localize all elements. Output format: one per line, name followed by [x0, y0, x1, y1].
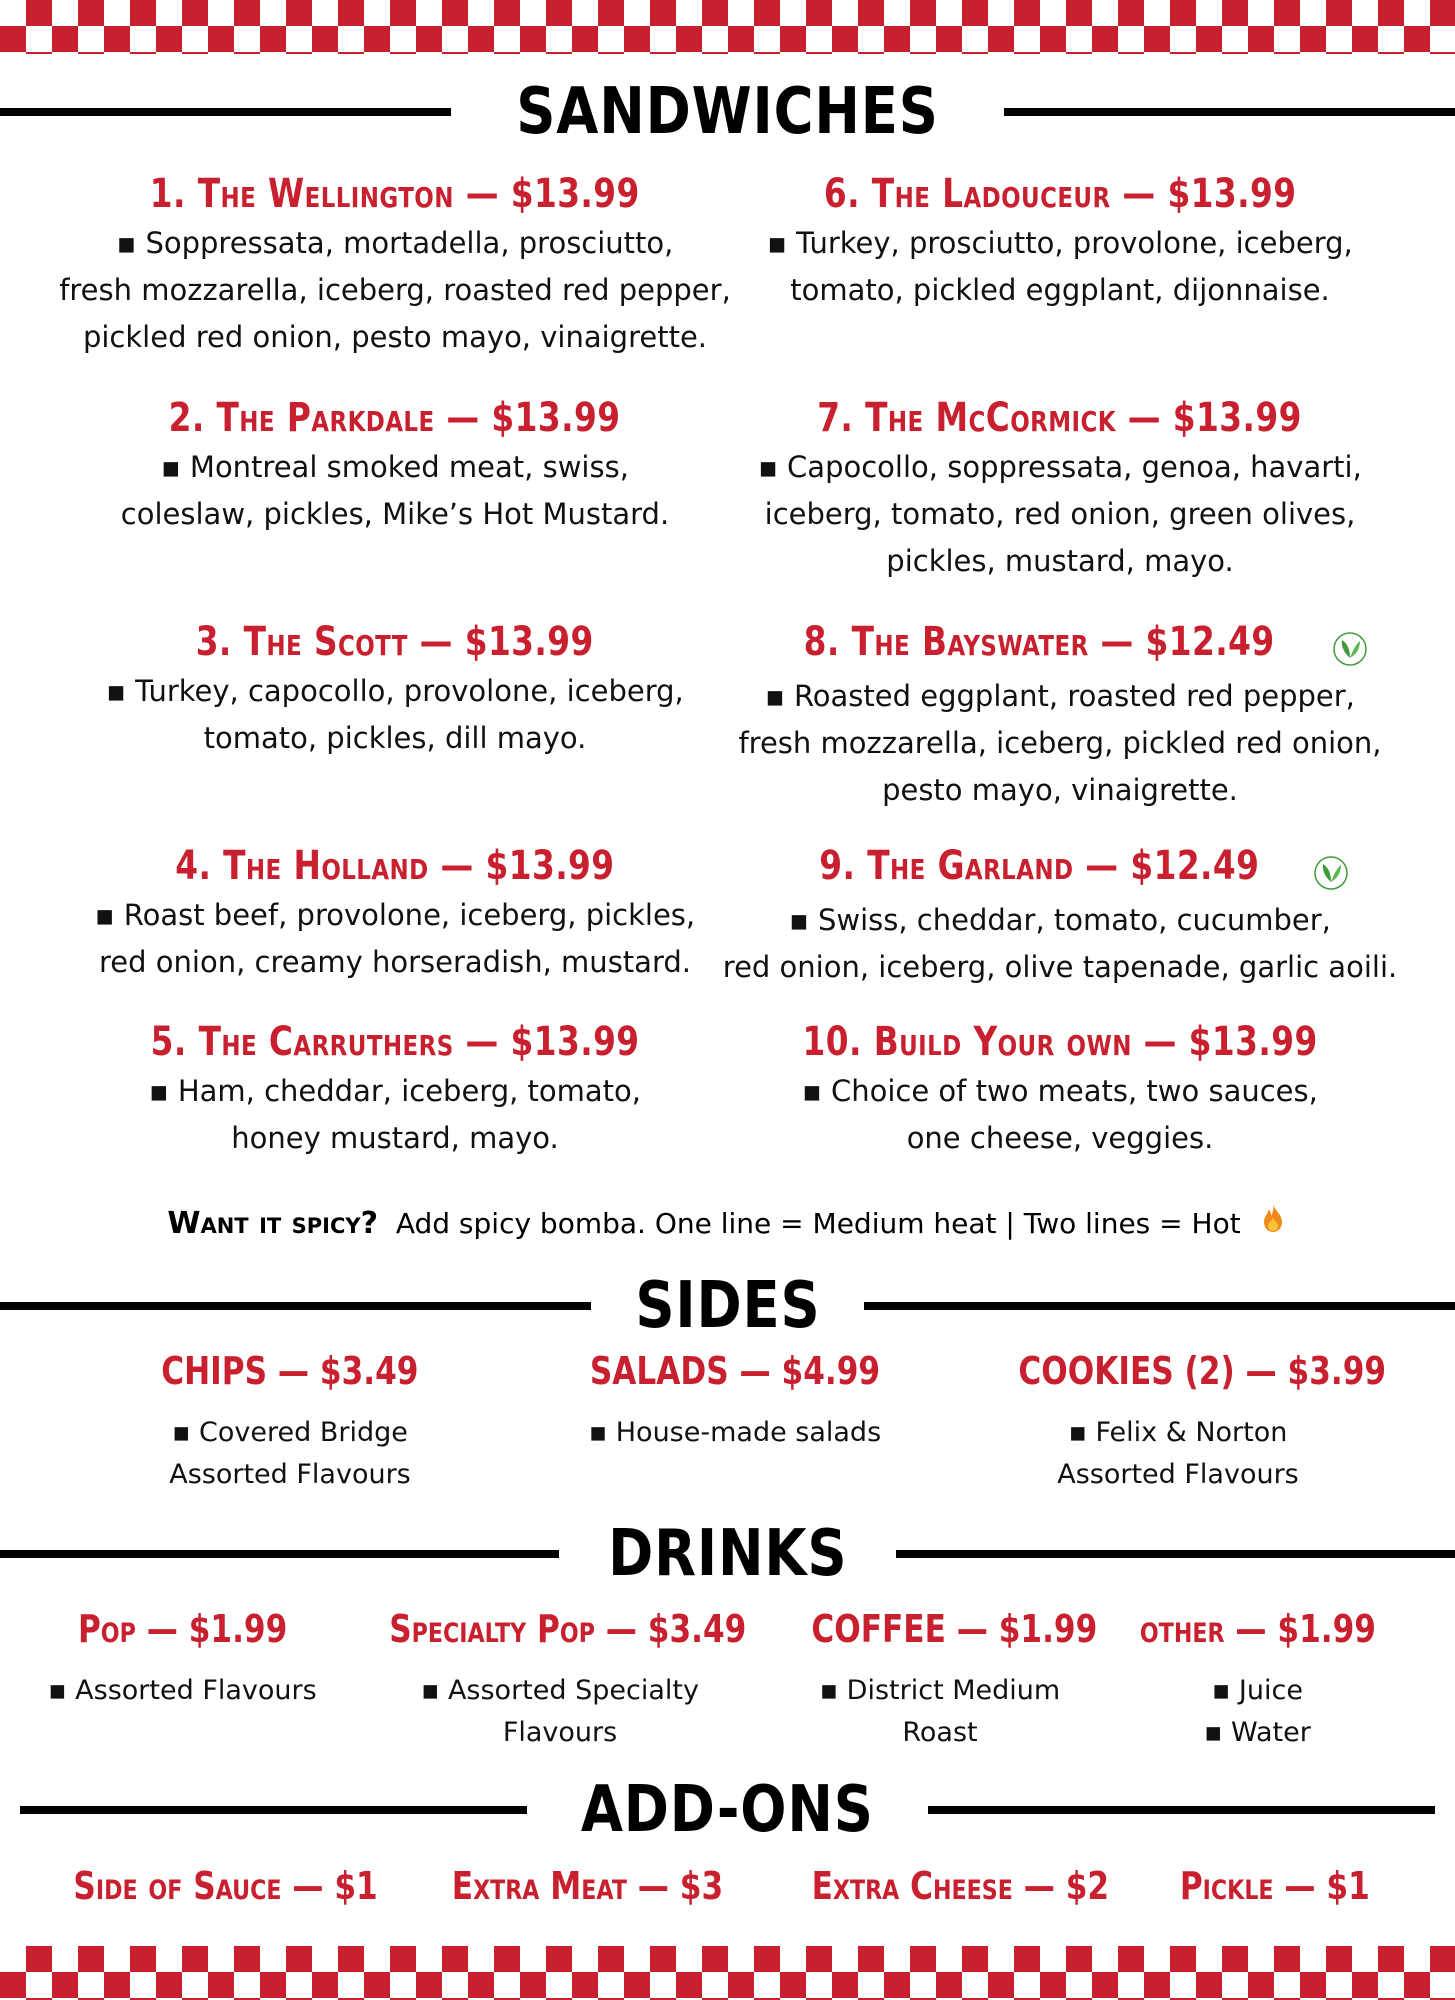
divider-line [0, 108, 451, 116]
divider-line [0, 1550, 559, 1558]
item-name: COFFEE — $1.99 [811, 1607, 1098, 1651]
addon-pickle [1130, 1862, 1420, 1910]
divider-line [0, 1302, 591, 1310]
desc-line: Flavours [502, 1717, 618, 1748]
desc-line: ▪ Assorted Specialty [421, 1675, 699, 1706]
menu-item-parkdale [40, 394, 750, 538]
desc-line: ▪ Ham, cheddar, iceberg, tomato, [148, 1074, 642, 1108]
item-name: 9. The Garland — $12.49 [818, 843, 1260, 889]
divider-line [20, 1806, 527, 1814]
item-description [710, 897, 1410, 991]
desc-line: ▪ Covered Bridge [172, 1417, 408, 1448]
addon-extra-cheese [765, 1862, 1155, 1910]
item-name: 2. The Parkdale — $13.99 [169, 395, 621, 441]
desc-line: fresh mozzarella, iceberg, pickled red onion, [738, 725, 1382, 760]
item-description [30, 1670, 335, 1712]
spicy-note [0, 1200, 1455, 1249]
sandwiches-title: SANDWICHES [516, 75, 939, 149]
addons-title: ADD-ONS [581, 1773, 874, 1847]
desc-line: ▪ Turkey, capocollo, provolone, iceberg, [106, 674, 684, 708]
menu-item-carruthers [40, 1018, 750, 1162]
divider-line [1004, 108, 1455, 116]
item-description [90, 1412, 490, 1496]
menu-item-mccormick [710, 394, 1410, 585]
item-name: 6. The Ladouceur — $13.99 [823, 171, 1297, 217]
item-description [40, 1068, 750, 1162]
item-name: 5. The Carruthers — $13.99 [150, 1019, 640, 1065]
menu-item-build-your-own [710, 1018, 1410, 1162]
desc-line: tomato, pickles, dill mayo. [203, 721, 587, 755]
desc-line: ▪ Water [1204, 1717, 1311, 1748]
desc-line: ▪ House-made salads [588, 1417, 882, 1448]
menu-item-scott [40, 618, 750, 762]
sides-heading [0, 1266, 1455, 1346]
flame-icon [1258, 1201, 1288, 1249]
spicy-text: Add spicy bomba. One line = Medium heat | Two lines = Hot [395, 1207, 1241, 1240]
addon-side-of-sauce [40, 1862, 410, 1910]
item-description [710, 444, 1410, 585]
side-item-cookies [978, 1348, 1387, 1496]
item-name: 4. The Holland — $13.99 [175, 843, 615, 889]
divider-line [864, 1302, 1455, 1310]
desc-line: iceberg, tomato, red onion, green olives, [764, 497, 1356, 531]
divider-line [928, 1806, 1435, 1814]
addons-heading [20, 1770, 1435, 1850]
drink-item-pop [30, 1606, 335, 1712]
vegetarian-leaf-icon [1313, 855, 1349, 895]
item-description [40, 220, 750, 361]
drink-item-specialty-pop [350, 1606, 770, 1754]
item-name: 10. Build Your own — $13.99 [802, 1019, 1318, 1065]
item-description [40, 444, 750, 538]
checkered-border-bottom [0, 1946, 1455, 2000]
item-name: other — $1.99 [1139, 1607, 1376, 1651]
desc-line: ▪ Capocollo, soppressata, genoa, havarti, [758, 450, 1362, 484]
sides-title: SIDES [634, 1269, 821, 1343]
menu-item-bayswater [710, 618, 1410, 814]
desc-line: tomato, pickled eggplant, dijonnaise. [790, 273, 1330, 307]
menu-item-garland [710, 842, 1410, 991]
addon-label: Pickle — $1 [1180, 1864, 1370, 1908]
item-description [710, 220, 1410, 314]
desc-line: red onion, iceberg, olive tapenade, garlic aoili. [722, 949, 1398, 984]
desc-line: ▪ Soppressata, mortadella, prosciutto, [116, 226, 674, 260]
item-description [40, 668, 750, 762]
desc-line: ▪ District Medium Roast [819, 1675, 1061, 1748]
desc-line: ▪ Juice [1212, 1675, 1303, 1706]
item-description [710, 1068, 1410, 1162]
desc-line: coleslaw, pickles, Mike’s Hot Mustard. [120, 497, 670, 531]
item-name: 3. The Scott — $13.99 [195, 619, 595, 665]
desc-line: red onion, creamy horseradish, mustard. [99, 945, 691, 979]
drinks-title: DRINKS [607, 1517, 848, 1591]
drink-item-coffee [780, 1606, 1100, 1754]
item-name: Pop — $1.99 [77, 1607, 288, 1651]
desc-line: one cheese, veggies. [906, 1121, 1214, 1155]
addon-label: Side of Sauce — $1 [73, 1864, 378, 1908]
addon-label: Extra Cheese — $2 [811, 1864, 1109, 1908]
desc-line: pickled red onion, pesto mayo, vinaigrette. [82, 320, 708, 354]
menu-item-ladouceur [710, 170, 1410, 314]
item-name: COOKIES (2) — $3.99 [1018, 1349, 1387, 1393]
desc-line: fresh mozzarella, iceberg, roasted red pepper, [59, 273, 731, 307]
item-name: SALADS — $4.99 [589, 1349, 881, 1393]
vegetarian-leaf-icon [1332, 631, 1368, 671]
spicy-label: Want it spicy? [167, 1206, 378, 1241]
desc-line: ▪ Assorted Flavours [48, 1675, 317, 1706]
desc-line: pesto mayo, vinaigrette. [882, 772, 1238, 807]
drinks-heading [0, 1514, 1455, 1594]
desc-line: Assorted Flavours [1057, 1459, 1299, 1490]
desc-line: ▪ Felix & Norton [1068, 1417, 1288, 1448]
desc-line: Assorted Flavours [169, 1459, 411, 1490]
desc-line: ▪ Montreal smoked meat, swiss, [161, 450, 629, 484]
desc-line: ▪ Roast beef, provolone, iceberg, pickles, [94, 898, 696, 932]
side-item-salads [535, 1348, 935, 1454]
item-name: 8. The Bayswater — $12.49 [803, 619, 1275, 665]
item-description [40, 892, 750, 986]
menu-item-wellington [40, 170, 750, 361]
item-description [780, 1670, 1100, 1754]
item-name: CHIPS — $3.49 [161, 1349, 419, 1393]
item-name: Specialty Pop — $3.49 [389, 1607, 747, 1651]
item-name: 1. The Wellington — $13.99 [149, 171, 640, 217]
desc-line: pickles, mustard, mayo. [886, 544, 1234, 578]
item-description [978, 1412, 1378, 1496]
desc-line: ▪ Swiss, cheddar, tomato, cucumber, [789, 902, 1331, 937]
item-description [1110, 1670, 1405, 1754]
checkered-border-top [0, 0, 1455, 54]
addon-label: Extra Meat — $3 [451, 1864, 724, 1908]
item-description [710, 673, 1410, 814]
divider-line [896, 1550, 1455, 1558]
addon-extra-meat [400, 1862, 775, 1910]
desc-line: ▪ Choice of two meats, two sauces, [802, 1074, 1318, 1108]
item-name: 7. The McCormick — $13.99 [817, 395, 1303, 441]
desc-line: ▪ Roasted eggplant, roasted red pepper, [765, 678, 1355, 713]
side-item-chips [90, 1348, 490, 1496]
desc-line: ▪ Turkey, prosciutto, provolone, iceberg, [767, 226, 1353, 260]
item-description [535, 1412, 935, 1454]
desc-line: honey mustard, mayo. [231, 1121, 559, 1155]
drink-item-other [1110, 1606, 1405, 1754]
sandwiches-heading [0, 72, 1455, 152]
menu-item-holland [40, 842, 750, 986]
item-description [350, 1670, 770, 1754]
